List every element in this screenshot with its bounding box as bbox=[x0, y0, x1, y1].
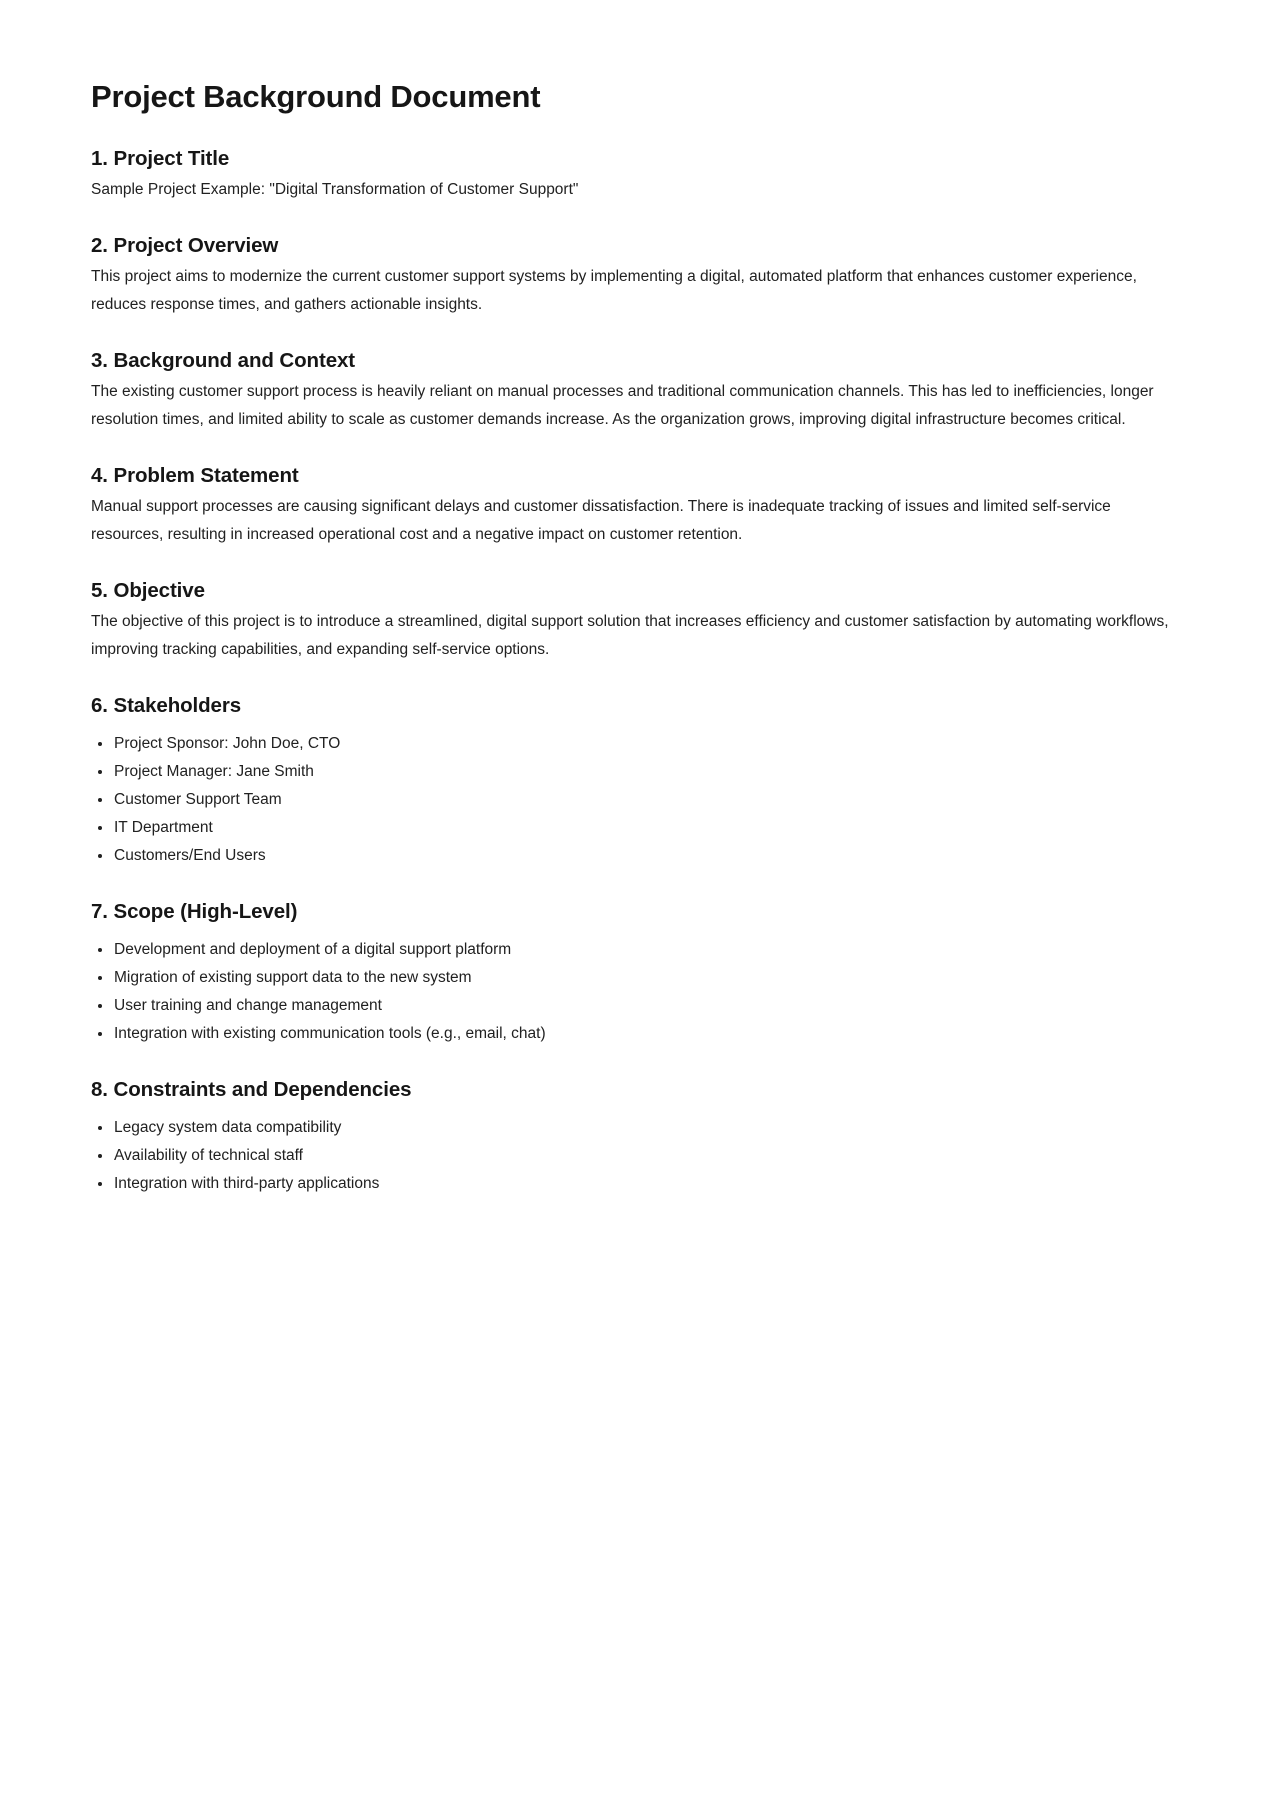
list-item-scope: • Development and deployment of a digital support platform bbox=[113, 936, 1172, 964]
paragraph-objective: The objective of this project is to introduce a streamlined, digital support solution that increases efficiency and customer satisfaction by automating workflows, improving tracking capabilities, and expanding self-service options. bbox=[91, 613, 1169, 658]
section-constraints-and-dependencies bbox=[91, 1076, 1172, 1198]
list-item-stakeholder: • IT Department bbox=[113, 814, 1172, 842]
paragraph-project-title: Sample Project Example: "Digital Transformation of Customer Support" bbox=[91, 181, 579, 198]
list-item-constraint: • Availability of technical staff bbox=[113, 1142, 1172, 1170]
section-background-and-context bbox=[91, 347, 1172, 434]
list-item-scope: • Integration with existing communication tools (e.g., email, chat) bbox=[113, 1020, 1172, 1048]
section-scope bbox=[91, 898, 1172, 1048]
section-objective bbox=[91, 577, 1172, 664]
section-stakeholders bbox=[91, 692, 1172, 870]
section-problem-statement bbox=[91, 462, 1172, 549]
section-heading-stakeholders: 6. Stakeholders bbox=[91, 694, 242, 717]
section-project-title bbox=[91, 145, 1172, 204]
section-heading-project-overview: 2. Project Overview bbox=[91, 234, 279, 257]
list-item-scope: • Migration of existing support data to the new system bbox=[113, 964, 1172, 992]
section-heading-scope: 7. Scope (High-Level) bbox=[91, 900, 298, 923]
paragraph-project-overview: This project aims to modernize the current customer support systems by implementing a digital, automated platform that enhances customer experience, reduces response times, and gathers actionable insights. bbox=[91, 268, 1137, 313]
stakeholders-list bbox=[91, 730, 1172, 870]
list-item-stakeholder: • Project Sponsor: John Doe, CTO bbox=[113, 730, 1172, 758]
list-item-constraint: • Integration with third-party applications bbox=[113, 1170, 1172, 1198]
list-item-stakeholder: • Customer Support Team bbox=[113, 786, 1172, 814]
scope-list bbox=[91, 936, 1172, 1048]
paragraph-background-and-context: The existing customer support process is heavily reliant on manual processes and traditional communication channels. This has led to inefficiencies, longer resolution times, and limited ability to scale as customer demands increase. As the organization grows, improving digital infrastructure becomes critical. bbox=[91, 383, 1154, 428]
list-item-stakeholder: • Project Manager: Jane Smith bbox=[113, 758, 1172, 786]
section-heading-objective: 5. Objective bbox=[91, 579, 205, 602]
document-title: Project Background Document bbox=[91, 79, 541, 114]
section-project-overview bbox=[91, 232, 1172, 319]
paragraph-problem-statement: Manual support processes are causing significant delays and customer dissatisfaction. There is inadequate tracking of issues and limited self-service resources, resulting in increased operational cost and a negative impact on customer retention. bbox=[91, 498, 1111, 543]
section-heading-project-title: 1. Project Title bbox=[91, 147, 230, 170]
section-heading-problem-statement: 4. Problem Statement bbox=[91, 464, 299, 487]
constraints-list bbox=[91, 1114, 1172, 1198]
section-heading-background-and-context: 3. Background and Context bbox=[91, 349, 356, 372]
list-item-constraint: • Legacy system data compatibility bbox=[113, 1114, 1172, 1142]
section-heading-constraints-and-dependencies: 8. Constraints and Dependencies bbox=[91, 1078, 412, 1101]
list-item-scope: • User training and change management bbox=[113, 992, 1172, 1020]
list-item-stakeholder: • Customers/End Users bbox=[113, 842, 1172, 870]
